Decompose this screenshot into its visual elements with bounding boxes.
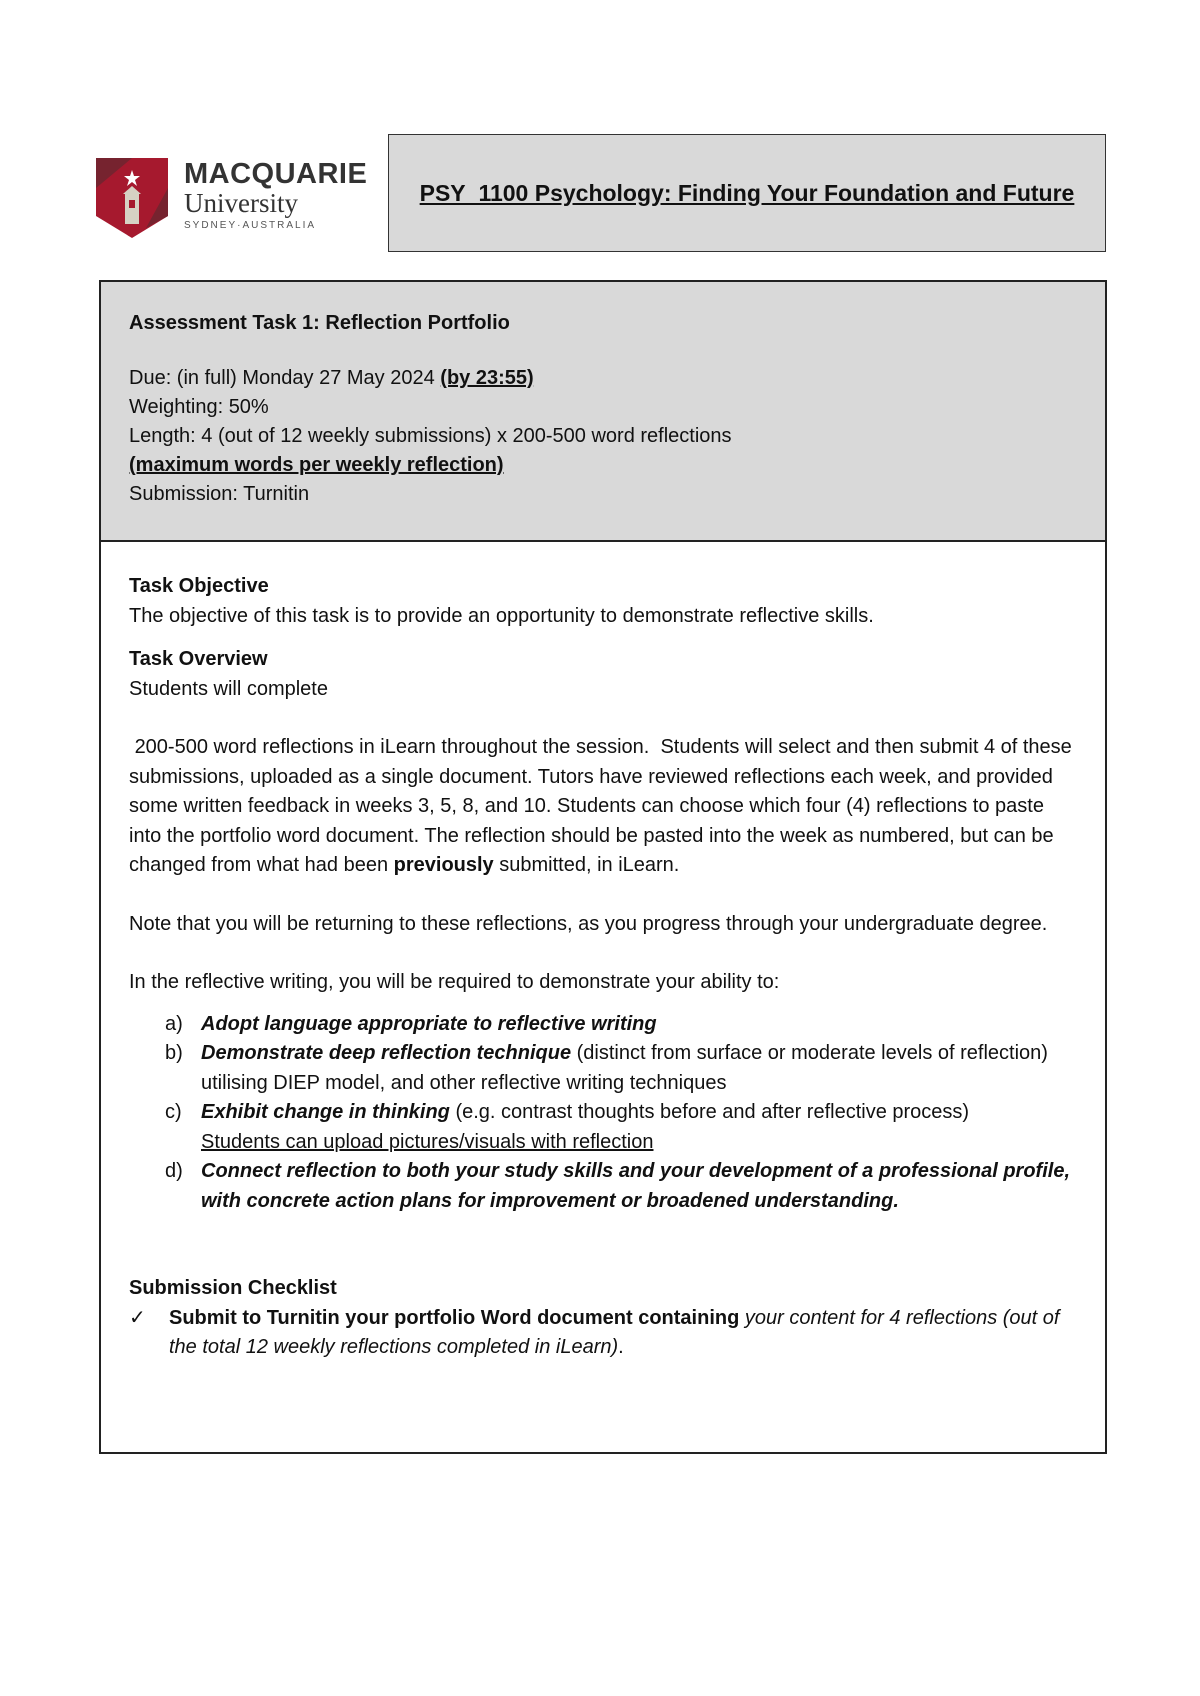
checklist-item (129, 1304, 1081, 1363)
list-marker: a) (165, 1012, 183, 1035)
overview-heading: Task Overview (129, 648, 268, 670)
logo-wordmark-location: SYDNEY·AUSTRALIA (184, 220, 317, 231)
objective-text: The objective of this task is to provide an opportunity to demonstrate reflective skills. (129, 604, 874, 627)
list-item (165, 1098, 1081, 1157)
due-time: (by 23:55) (440, 367, 534, 389)
due-line (129, 364, 1105, 393)
assessment-heading: Assessment Task 1: Reflection Portfolio (129, 312, 510, 334)
objective-heading: Task Objective (129, 575, 269, 597)
assessment-summary (101, 282, 1105, 542)
logo-wordmark-university: University (184, 188, 298, 218)
abilities-intro: In the reflective writing, you will be required to demonstrate your ability to: (129, 971, 780, 993)
overview-paragraph-text-b: submitted, in iLearn. (493, 854, 680, 876)
checklist-end: . (618, 1336, 624, 1358)
list-marker: c) (165, 1101, 182, 1123)
checklist-detail: your content for 4 reflections (out of the total 12 weekly reflections completed in iLearn) (169, 1306, 1060, 1358)
university-logo (96, 158, 366, 238)
submission-line: Submission: Turnitin (129, 483, 310, 505)
ability-upload-note: Students can upload pictures/visuals with reflection (201, 1130, 654, 1153)
overview-intro: Students will complete (129, 677, 328, 700)
overview-paragraph (129, 733, 1081, 881)
ability-title: Demonstrate deep reflection technique (201, 1042, 572, 1064)
course-title-box (388, 134, 1106, 252)
ability-title: Exhibit change in thinking (201, 1101, 450, 1123)
weighting-line: Weighting: 50% (129, 396, 269, 418)
returning-note: Note that you will be returning to these reflections, as you progress through your undergraduate degree. (129, 912, 1048, 935)
list-item (165, 1039, 1081, 1098)
checkmark-icon: ✓ (129, 1306, 146, 1329)
length-note: (maximum words per weekly reflection) (129, 454, 504, 476)
list-marker: b) (165, 1042, 183, 1064)
checklist-instruction: Submit to Turnitin your portfolio Word document containing (169, 1306, 745, 1329)
overview-paragraph-text-a: 200-500 word reflections in iLearn throughout the session. Students will select and then submit 4 of these submissions, uploaded as a single document. Tutors have reviewed reflections each week, and provided some written feedback in weeks 3, 5, 8, and 10. Students can choose which four (4) reflections to paste into the portfolio word document. The reflection should be pasted into the week as numbered, but can be changed from what had been (129, 736, 1078, 876)
ability-title: Connect reflection to both your study skills and your development of a professional profile, with concrete action plans for improvement or broadened understanding. (201, 1160, 1071, 1212)
list-item (165, 1157, 1081, 1216)
logo-wordmark-macquarie: MACQUARIE (184, 158, 368, 190)
ability-detail: (e.g. contrast thoughts before and after reflective process) (449, 1101, 970, 1123)
ability-title: Adopt language appropriate to reflective writing (201, 1012, 657, 1035)
course-title: PSY_1100 Psychology: Finding Your Foundation and Future (419, 179, 1075, 206)
list-marker: d) (165, 1160, 183, 1182)
length-line: Length: 4 (out of 12 weekly submissions) x 200-500 word reflections (129, 425, 732, 447)
task-details (101, 542, 1105, 1363)
overview-paragraph-bold: previously (393, 854, 494, 876)
university-crest-icon (96, 158, 168, 238)
due-text: Due: (in full) Monday 27 May 2024 (129, 367, 441, 389)
abilities-list (165, 1010, 1081, 1217)
list-item (165, 1010, 1081, 1040)
checklist-heading: Submission Checklist (129, 1277, 337, 1299)
assessment-panel (99, 280, 1107, 1454)
ability-detail: (distinct from surface or moderate levels of reflection) utilising DIEP model, and other reflective writing techniques (201, 1042, 1048, 1094)
